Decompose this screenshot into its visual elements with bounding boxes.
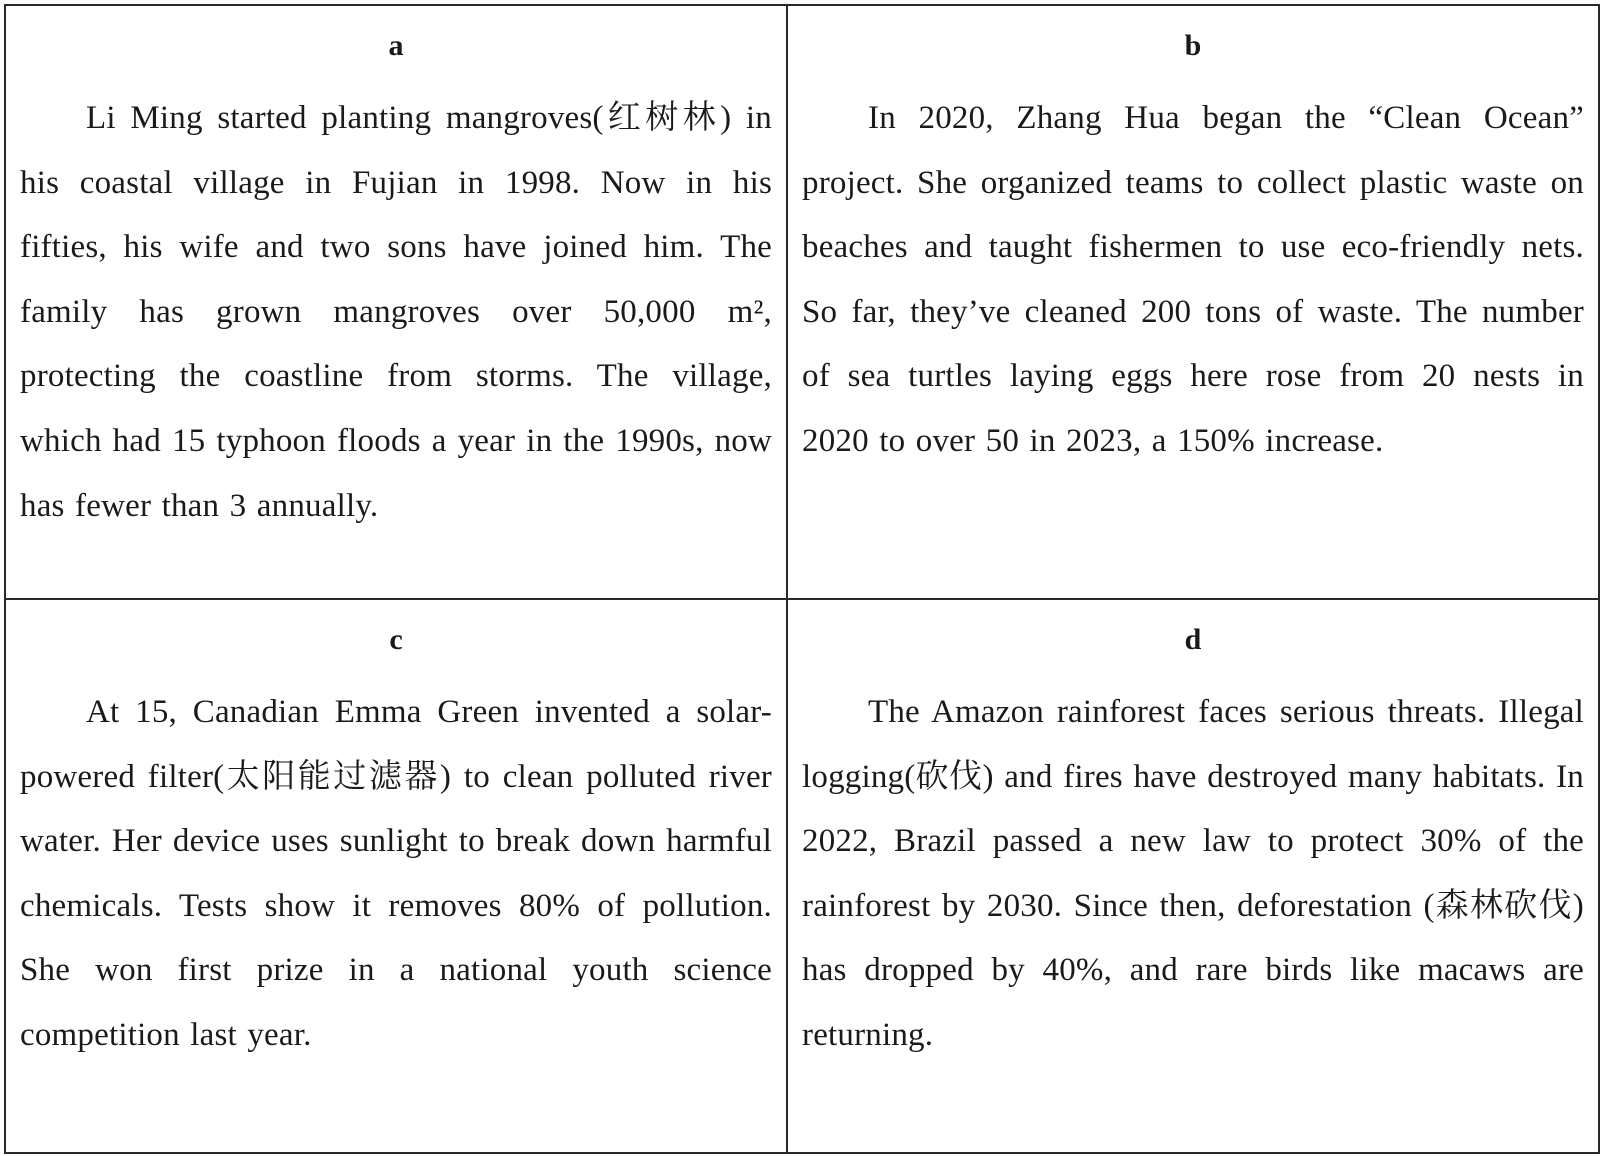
passage-cell-a <box>5 5 787 599</box>
passage-cell-d <box>787 599 1599 1153</box>
passage-text: At 15, Canadian Emma Green invented a solar-powered filter(太阳能过滤器) to clean polluted river water. Her device uses sunlight to break down harmful chemicals. Tests show it removes 80% of pollution. She won first prize in a national youth science competition last year. <box>20 694 772 1053</box>
table-row <box>5 599 1599 1153</box>
passage-text: In 2020, Zhang Hua began the “Clean Ocean” project. She organized teams to collect plastic waste on beaches and taught fishermen to use eco-friendly nets. So far, they’ve cleaned 200 tons of waste. The number of sea turtles laying eggs here rose from 20 nests in 2020 to over 50 in 2023, a 150% increase. <box>802 100 1584 459</box>
passage-cell-b <box>787 5 1599 599</box>
passage-cell-c <box>5 599 787 1153</box>
passage-label: c <box>389 623 403 656</box>
passage-label: a <box>388 29 404 62</box>
passage-text: Li Ming started planting mangroves(红树林) in his coastal village in Fujian in 1998. Now in his fifties, his wife and two sons have joined him. The family has grown mangroves over 50,000 m², protecting the coastline from storms. The village, which had 15 typhoon floods a year in the 1990s, now has fewer than 3 annually. <box>20 100 772 524</box>
passage-text: The Amazon rainforest faces serious threats. Illegal logging(砍伐) and fires have destroyed many habitats. In 2022, Brazil passed a new law to protect 30% of the rainforest by 2030. Since then, deforestation (森林砍伐) has dropped by 40%, and rare birds like macaws are returning. <box>802 694 1584 1053</box>
passage-label: d <box>1184 623 1202 656</box>
passage-label: b <box>1184 29 1202 62</box>
passages-table <box>4 4 1600 1154</box>
table-row <box>5 5 1599 599</box>
